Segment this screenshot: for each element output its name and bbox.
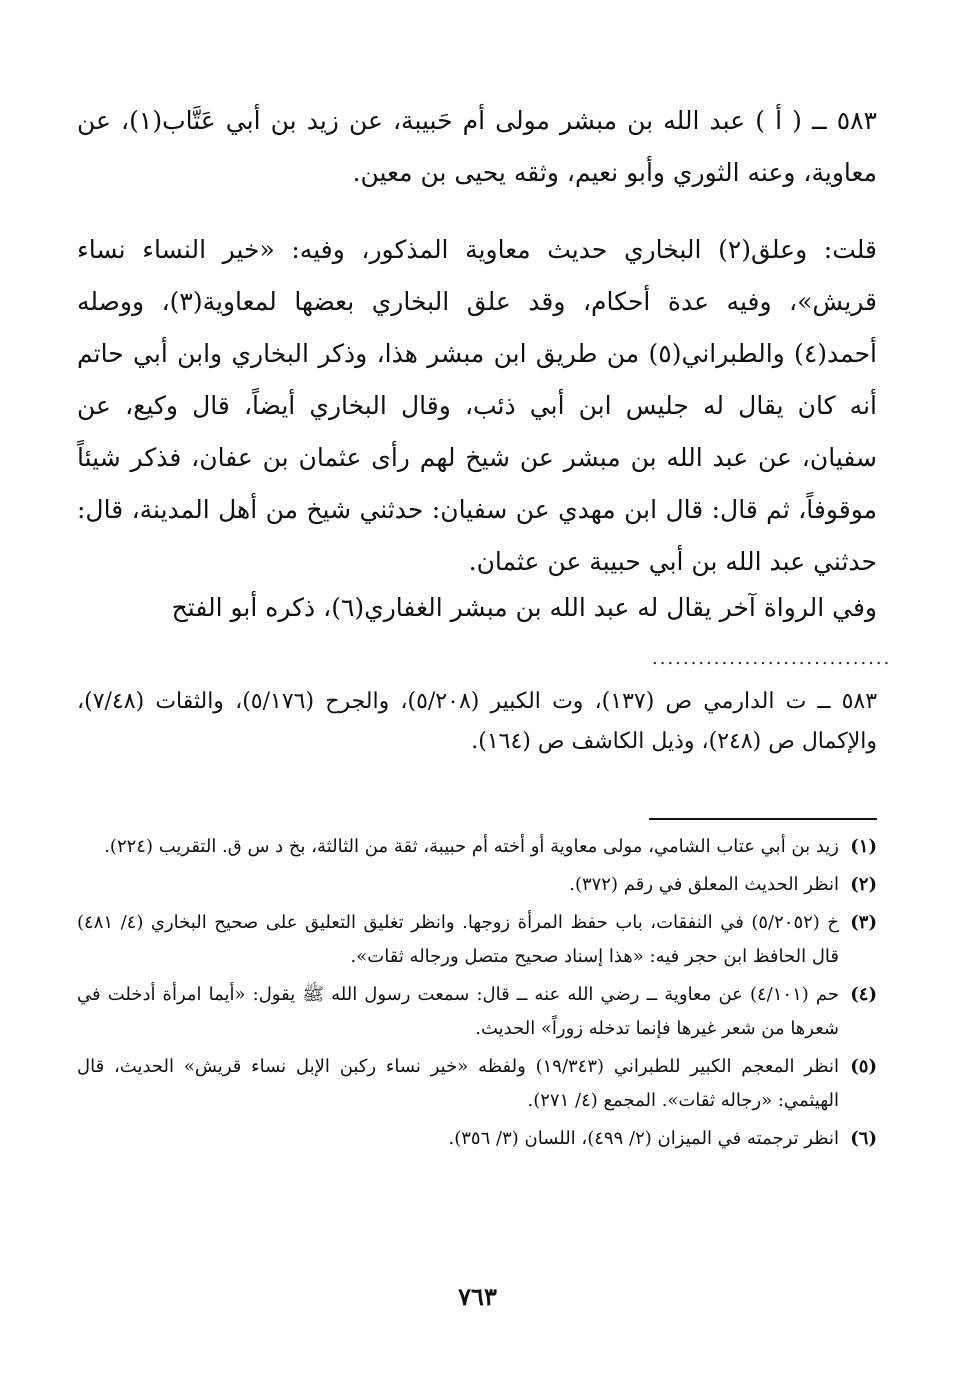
page-number: ٧٦٣ bbox=[458, 1282, 497, 1311]
tahqiq-references bbox=[77, 682, 877, 762]
footnote-3 bbox=[77, 906, 877, 974]
footnote-text: حم (٤/١٠١) عن معاوية ــ رضي الله عنه ــ قال: سمعت رسول الله ﷺ يقول: «أيما امرأة أدخلت في شعرها من شعر غيرها فإنما تدخله زوراً» الحديث. bbox=[77, 984, 839, 1039]
footnote-5 bbox=[77, 1050, 877, 1118]
footnote-number: (٢) bbox=[850, 874, 877, 895]
entry-583-commentary-paragraph bbox=[77, 224, 877, 588]
entry-583-other-narrator-paragraph bbox=[77, 582, 877, 634]
footnote-number: (٤) bbox=[850, 984, 877, 1005]
footnote-number: (١) bbox=[850, 836, 877, 857]
entry-583-heading-paragraph bbox=[77, 95, 877, 199]
footnote-6 bbox=[77, 1122, 877, 1156]
dotted-separator: ............................... bbox=[652, 648, 892, 669]
footnote-text: خ (٥/٢٠٥٢) في النفقات، باب حفظ المرأة زوجها. وانظر تغليق التعليق على صحيح البخاري (٤/ ٤٨١) قال الحافظ ابن حجر فيه: «هذا إسناد صحيح متصل ورجاله ثقات». bbox=[77, 912, 839, 967]
footnote-number: (٣) bbox=[850, 912, 877, 933]
footnote-text: انظر المعجم الكبير للطبراني (١٩/٣٤٣) ولفظه «خير نساء ركبن الإبل نساء قريش» الحديث، قال الهيثمي: «رجاله ثقات». المجمع (٤/ ٢٧١). bbox=[77, 1056, 839, 1111]
main-paragraph-1: ٥٨٣ ــ ( أ ) عبد الله بن مبشر مولى أم حَبيبة، عن زيد بن أبي عَتَّاب(١)، عن معاوية، وعنه الثوري وأبو نعيم، وثقه يحيى بن معين. bbox=[77, 106, 877, 187]
footnote-separator-rule bbox=[649, 818, 877, 820]
main-paragraph-3: وفي الرواة آخر يقال له عبد الله بن مبشر الغفاري(٦)، ذكره أبو الفتح bbox=[171, 593, 877, 622]
footnote-number: (٥) bbox=[850, 1056, 877, 1077]
tahqiq-text: ٥٨٣ ــ ت الدارمي ص (١٣٧)، وت الكبير (٥/٢٠٨)، والجرح (٥/١٧٦)، والثقات (٧/٤٨)، والإكمال ص (٢٤٨)، وذيل الكاشف ص (١٦٤). bbox=[77, 689, 878, 754]
footnote-text: زيد بن أبي عتاب الشامي، مولى معاوية أو أخته أم حبيبة، ثقة من الثالثة، بخ د س ق. التقريب (٢٢٤). bbox=[104, 836, 839, 857]
footnote-1 bbox=[77, 830, 877, 864]
main-paragraph-2: قلت: وعلق(٢) البخاري حديث معاوية المذكور، وفيه: «خير النساء نساء قريش»، وفيه عدة أحكام، وقد علق البخاري بعضها لمعاوية(٣)، ووصله أحمد(٤) والطبراني(٥) من طريق ابن مبشر هذا، وذكر البخاري وابن أبي حاتم أنه كان يقال له جليس ابن أبي ذئب، وقال البخاري أيضاً، قال وكيع، عن سفيان، عن عبد الله بن مبشر عن شيخ لهم رأى عثمان بن عفان، فذكر شيئاً موقوفاً، ثم قال: قال ابن مهدي عن سفيان: حدثني شيخ من أهل المدينة، قال: حدثني عبد الله بن أبي حبيبة عن عثمان. bbox=[77, 235, 877, 576]
footnote-text: انظر الحديث المعلق في رقم (٣٧٢). bbox=[569, 874, 839, 895]
footnote-text: انظر ترجمته في الميزان (٢/ ٤٩٩)، اللسان (٣/ ٣٥٦). bbox=[448, 1128, 839, 1149]
footnote-2 bbox=[77, 868, 877, 902]
footnote-number: (٦) bbox=[850, 1128, 877, 1149]
footnotes bbox=[77, 830, 877, 1160]
footnote-4 bbox=[77, 978, 877, 1046]
